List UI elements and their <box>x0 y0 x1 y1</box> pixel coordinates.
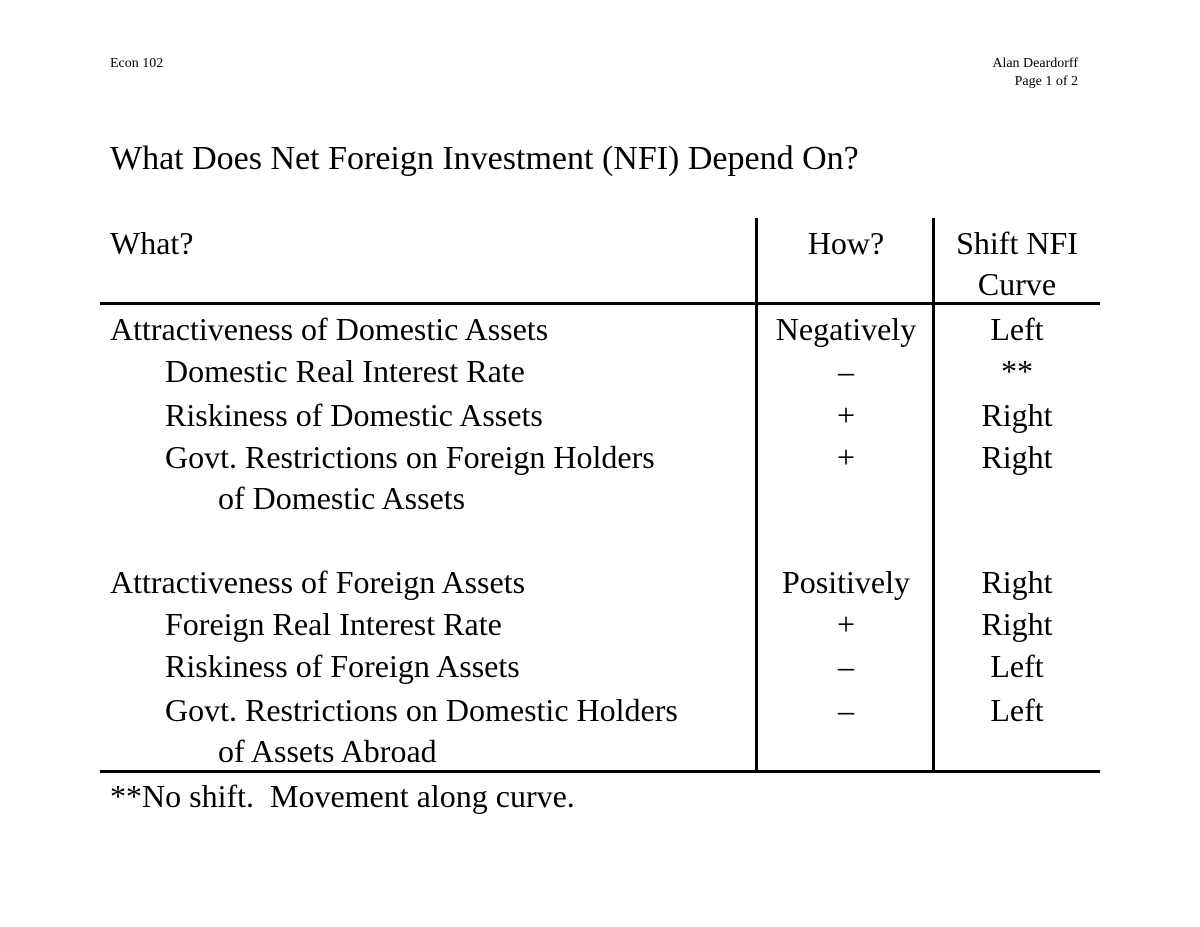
page-title: What Does Net Foreign Investment (NFI) Depend On? <box>110 140 859 177</box>
column-header-shift-cont: Curve <box>977 266 1057 302</box>
column-header-what: What? <box>110 225 194 261</box>
table-row-what: Attractiveness of Foreign Assets <box>110 564 526 600</box>
table-row-how: – <box>838 353 854 389</box>
table-row-how: – <box>838 648 854 684</box>
column-header-shift: Shift NFI <box>956 225 1078 261</box>
table-row-shift: ** <box>1001 353 1033 389</box>
table-row-shift: Right <box>981 439 1053 475</box>
table-row-how: Positively <box>781 564 910 600</box>
table-row-how: + <box>836 606 856 642</box>
table-row-what-cont: of Domestic Assets <box>218 480 466 516</box>
table-row-how: Negatively <box>775 311 917 347</box>
page-number: Page 1 of 2 <box>1014 74 1078 89</box>
table-row-what: Govt. Restrictions on Foreign Holders <box>165 439 655 475</box>
table-row-shift: Right <box>981 606 1053 642</box>
table-row-shift: Right <box>981 564 1053 600</box>
table-row-what: Riskiness of Domestic Assets <box>165 397 543 433</box>
table-row-how: + <box>836 397 856 433</box>
footnote: **No shift. Movement along curve. <box>110 778 575 814</box>
column-header-how: How? <box>807 225 885 261</box>
table-row-shift: Left <box>990 692 1044 728</box>
table-row-shift: Right <box>981 397 1053 433</box>
author-label: Alan Deardorff <box>992 56 1078 71</box>
table-row-what: Riskiness of Foreign Assets <box>165 648 520 684</box>
table-row-what: Domestic Real Interest Rate <box>165 353 525 389</box>
table-row-what-cont: of Assets Abroad <box>218 733 437 769</box>
table-row-shift: Left <box>990 311 1044 347</box>
table-row-shift: Left <box>990 648 1044 684</box>
table-row-how: + <box>836 439 856 475</box>
table-row-how: – <box>838 692 854 728</box>
table-row-what: Govt. Restrictions on Domestic Holders <box>165 692 678 728</box>
table-row-what: Attractiveness of Domestic Assets <box>110 311 549 347</box>
table-row-what: Foreign Real Interest Rate <box>165 606 502 642</box>
course-label: Econ 102 <box>110 56 164 71</box>
